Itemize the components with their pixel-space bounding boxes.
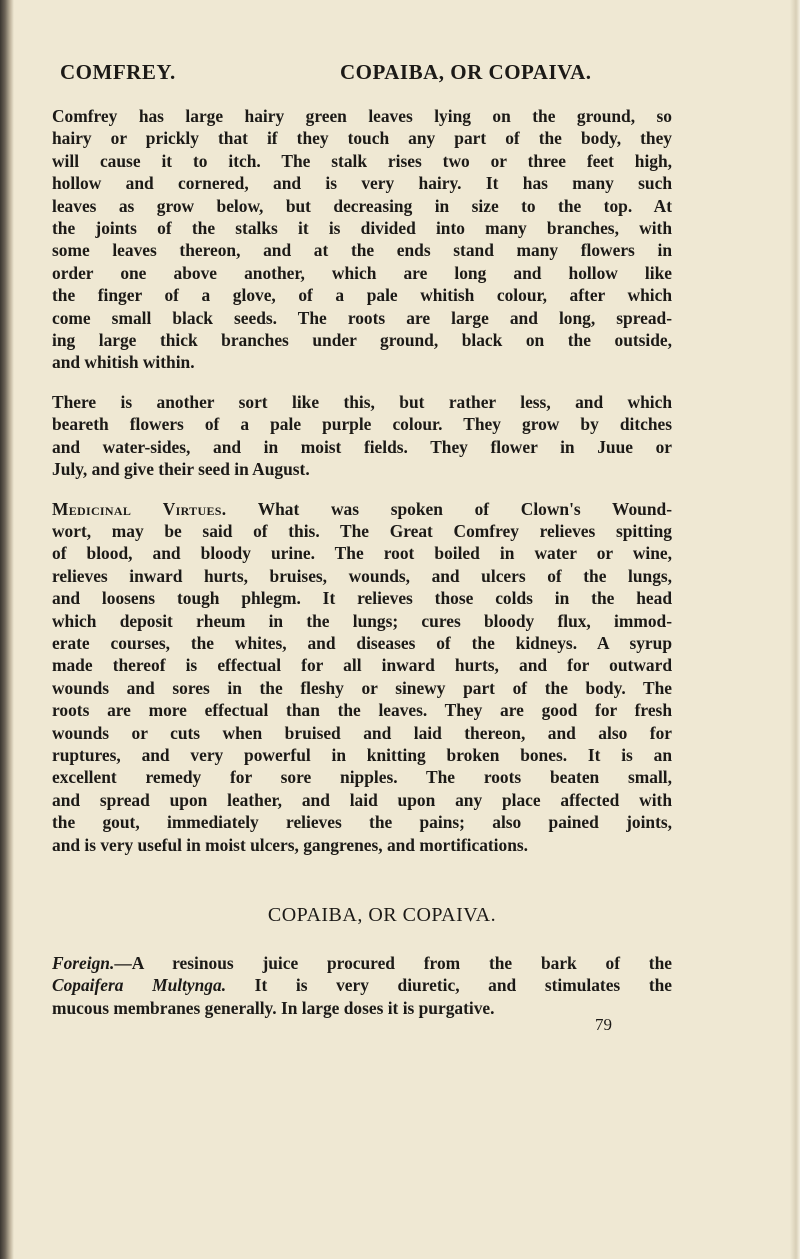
text-line: wounds or cuts when bruised and laid thereon, and also for xyxy=(52,722,672,743)
text-line: order one above another, which are long and hollow like xyxy=(52,262,672,283)
text-line: excellent remedy for sore nipples. The roots beaten small, xyxy=(52,767,672,788)
text-line: the joints of the stalks it is divided into many branches, with xyxy=(52,218,672,239)
text-line xyxy=(52,952,672,974)
latin-name: Copaifera Multynga. xyxy=(52,975,227,996)
page-number: 79 xyxy=(595,1015,612,1035)
text-line: the gout, immediately relieves the pains; also pained joints, xyxy=(52,812,672,833)
text-line: roots are more effectual than the leaves. They are good for fresh xyxy=(52,700,672,721)
text-line: some leaves thereon, and at the ends stand many flowers in xyxy=(52,240,672,261)
text-line: and loosens tough phlegm. It relieves those colds in the head xyxy=(52,588,672,609)
copaiba-description xyxy=(52,952,672,1019)
text-line: Comfrey has large hairy green leaves lying on the ground, so xyxy=(52,106,672,126)
text-line: and water-sides, and in moist fields. They flower in Juue or xyxy=(52,436,672,457)
comfrey-variety xyxy=(52,391,672,481)
copaiba-first-line: —A resinous juice procured from the bark of the xyxy=(114,953,672,973)
running-head-right: COPAIBA, OR COPAIVA. xyxy=(340,60,592,84)
text-line: July, and give their seed in August. xyxy=(52,459,310,480)
text-line: hairy or prickly that if they touch any part of the body, they xyxy=(52,128,672,149)
text-line: leaves as grow below, but decreasing in size to the top. At xyxy=(52,195,672,216)
text-line: mucous membranes generally. In large doses it is purgative. xyxy=(52,997,495,1018)
copaiba-second-line: It is very diuretic, and stimulates the xyxy=(226,975,672,996)
text-line: ruptures, and very powerful in knitting broken bones. It is an xyxy=(52,744,672,765)
page-edge xyxy=(790,0,800,1259)
text-line: relieves inward hurts, bruises, wounds, and ulcers of the lungs, xyxy=(52,565,672,586)
book-page xyxy=(52,60,672,1035)
text-line: come small black seeds. The roots are large and long, spread- xyxy=(52,307,672,328)
text-line: ing large thick branches under ground, black on the outside, xyxy=(52,330,672,351)
virtues-heading: Medicinal Virtues. xyxy=(52,498,227,519)
text-line xyxy=(52,498,672,520)
running-head-left: COMFREY. xyxy=(60,60,176,84)
text-line: will cause it to itch. The stalk rises two or three feet high, xyxy=(52,150,672,171)
text-line xyxy=(52,974,672,996)
medicinal-virtues xyxy=(52,498,672,857)
text-line: There is another sort like this, but rather less, and which xyxy=(52,391,672,412)
section-heading-copaiba: COPAIBA, OR COPAIVA. xyxy=(267,904,497,926)
binding-shadow xyxy=(0,0,14,1259)
text-line: and is very useful in moist ulcers, gangrenes, and mortifications. xyxy=(52,834,528,855)
text-line: and whitish within. xyxy=(52,352,195,373)
text-line: wounds and sores in the fleshy or sinewy part of the body. The xyxy=(52,677,672,698)
text-line: hollow and cornered, and is very hairy. It has many such xyxy=(52,173,672,194)
text-line: the finger of a glove, of a pale whitish colour, after which xyxy=(52,285,672,306)
text-line: of blood, and bloody urine. The root boiled in water or wine, xyxy=(52,543,672,564)
running-head xyxy=(52,60,672,94)
comfrey-description xyxy=(52,105,672,374)
text-line: and spread upon leather, and laid upon any place affected with xyxy=(52,789,672,810)
text-line: made thereof is effectual for all inward hurts, and for outward xyxy=(52,655,672,676)
text-line: beareth flowers of a pale purple colour. They grow by ditches xyxy=(52,414,672,435)
text-line: erate courses, the whites, and diseases of the kidneys. A syrup xyxy=(52,632,672,653)
origin-label: Foreign. xyxy=(52,953,115,973)
virtues-first-line: What was spoken of Clown's Wound- xyxy=(257,498,672,519)
text-line: which deposit rheum in the lungs; cures bloody flux, immod- xyxy=(52,610,672,631)
text-line: wort, may be said of this. The Great Comfrey relieves spitting xyxy=(52,520,672,541)
